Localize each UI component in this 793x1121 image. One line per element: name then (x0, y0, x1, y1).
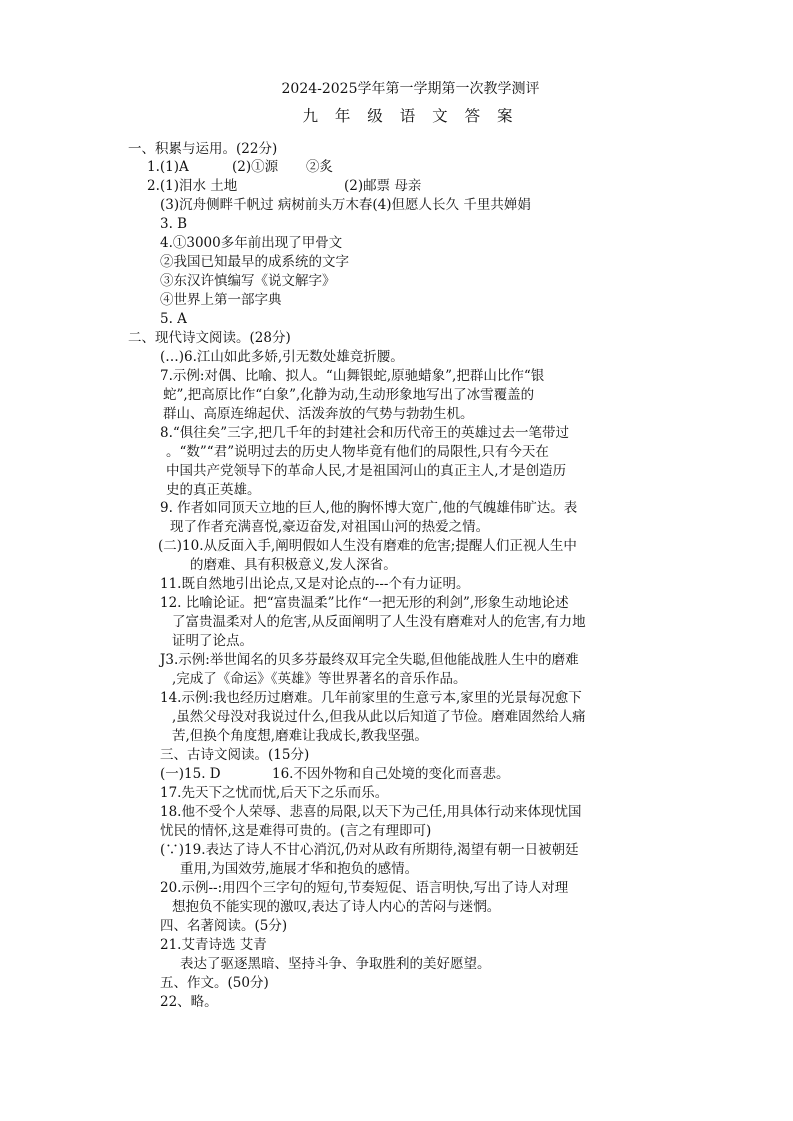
answer-line: 的磨难、具有积极意义,发人深省。 (190, 557, 397, 573)
answer-line: (一)15. D (160, 766, 221, 782)
answer-line: (∵)19.表达了诗人不甘心消沉,仍对从政有所期待,渴望有朝一日被朝廷 (160, 842, 579, 858)
answer-line: 14.示例:我也经历过磨难。几年前家里的生意亏本,家里的光景每况愈下 (160, 690, 582, 706)
answer-line: 中国共产党领导下的革命人民,才是祖国河山的真正主人,才是创造历 (166, 463, 567, 479)
answer-line: 5. A (160, 311, 187, 327)
answer-line: 12. 比喻论证。把“富贵温柔”比作“一把无形的利剑”,形象生动地论述 (160, 595, 569, 611)
answer-line: (二)10.从反面入手,阐明假如人生没有磨难的危害;提醒人们正视人生中 (158, 538, 577, 554)
answer-line: 忧民的情怀,这是难得可贵的。(言之有理即可) (160, 823, 432, 839)
document-subtitle: 九 年 级 语 文 答 案 (302, 107, 519, 125)
answer-line: 8.“俱往矣”三字,把几千年的封建社会和历代帝王的英雄过去一笔带过 (160, 425, 569, 441)
answer-line: 史的真正英雄。 (166, 482, 261, 498)
answer-line: 蛇”,把高原比作“白象”,化静为动,生动形象地写出了冰雪覆盖的 (163, 387, 535, 403)
answer-line: (3)沉舟侧畔千帆过 病树前头万木春(4)但愿人长久 千里共婵娟 (160, 197, 531, 213)
answer-line: 20.示例--:用四个三字句的短句,节奏短促、语言明快,写出了诗人对理 (160, 880, 569, 896)
section-heading-1: 一、积累与运用。(22分) (128, 141, 278, 157)
answer-line: 22、略。 (160, 994, 218, 1010)
answer-line: 了富贵温柔对人的危害,从反面阐明了人生没有磨难对人的危害,有力地 (172, 614, 586, 630)
document-title: 2024-2025学年第一学期第一次教学测评 (281, 81, 540, 97)
answer-line: 苦,但换个角度想,磨难让我成长,教我坚强。 (172, 728, 428, 744)
answer-line: 17.先天下之忧而忧,后天下之乐而乐。 (160, 785, 389, 801)
answer-line: 11.既自然地引出论点,又是对论点的---个有力证明。 (160, 576, 470, 592)
answer-line: 3. B (160, 216, 188, 232)
answer-line: ④世界上第一部字典 (160, 292, 282, 308)
answer-line: (2)邮票 母亲 (344, 178, 422, 194)
answer-line: ②炙 (306, 159, 333, 175)
answer-line: ②我国已知最早的成系统的文字 (160, 254, 349, 270)
answer-line: 表达了驱逐黑暗、坚持斗争、争取胜利的美好愿望。 (180, 956, 491, 972)
answer-line: 16.不因外物和自己处境的变化而喜悲。 (272, 766, 510, 782)
answer-line: 现了作者充满喜悦,豪迈奋发,对祖国山河的热爱之情。 (170, 519, 490, 535)
answer-line: 2.(1)泪水 土地 (147, 178, 238, 194)
answer-line: 想抱负不能实现的激叹,表达了诗人内心的苦闷与迷惘。 (172, 899, 501, 915)
answer-line: J3.示例:举世闻名的贝多芬最终双耳完全失聪,但他能战胜人生中的磨难 (160, 652, 579, 668)
answer-line: 1.(1)A (147, 159, 189, 175)
section-heading-4: 四、名著阅读。(5分) (160, 918, 288, 934)
section-heading-3: 三、古诗文阅读。(15分) (160, 747, 310, 763)
answer-line: 18.他不受个人荣辱、悲喜的局限,以天下为己任,用具体行动来体现忧国 (160, 804, 582, 820)
answer-line: 群山、高原连绵起伏、活泼奔放的气势与勃勃生机。 (163, 406, 474, 422)
answer-line: 重用,为国效劳,施展才华和抱负的感情。 (180, 861, 419, 877)
answer-line: 21.艾青诗选 艾青 (160, 937, 267, 953)
answer-line: ,虽然父母没对我说过什么,但我从此以后知道了节俭。磨难固然给人痛 (172, 709, 586, 725)
answer-line: ③东汉许慎编写《说文解字》 (160, 273, 336, 289)
answer-line: 9. 作者如同顶天立地的巨人,他的胸怀博大宽广,他的气魄雄伟旷达。表 (160, 500, 578, 516)
answer-line: (…)6.江山如此多娇,引无数处雄竞折腰。 (160, 349, 404, 365)
answer-line: (2)①源 (232, 159, 279, 175)
answer-line: 。“数”“君”说明过去的历史人物毕竟有他们的局限性,只有今天在 (166, 444, 549, 460)
section-heading-2: 二、现代诗文阅读。(28分) (128, 330, 291, 346)
answer-line: ,完成了《命运》《英雄》等世界著名的音乐作品。 (172, 671, 467, 687)
answer-line: 4.①3000多年前出现了甲骨文 (160, 235, 343, 251)
answer-line: 7.示例:对偶、比喻、拟人。“山舞银蛇,原驰蜡象”,把群山比作“银 (160, 368, 545, 384)
answer-line: 证明了论点。 (172, 633, 253, 649)
section-heading-5: 五、作文。(50分) (160, 975, 269, 991)
